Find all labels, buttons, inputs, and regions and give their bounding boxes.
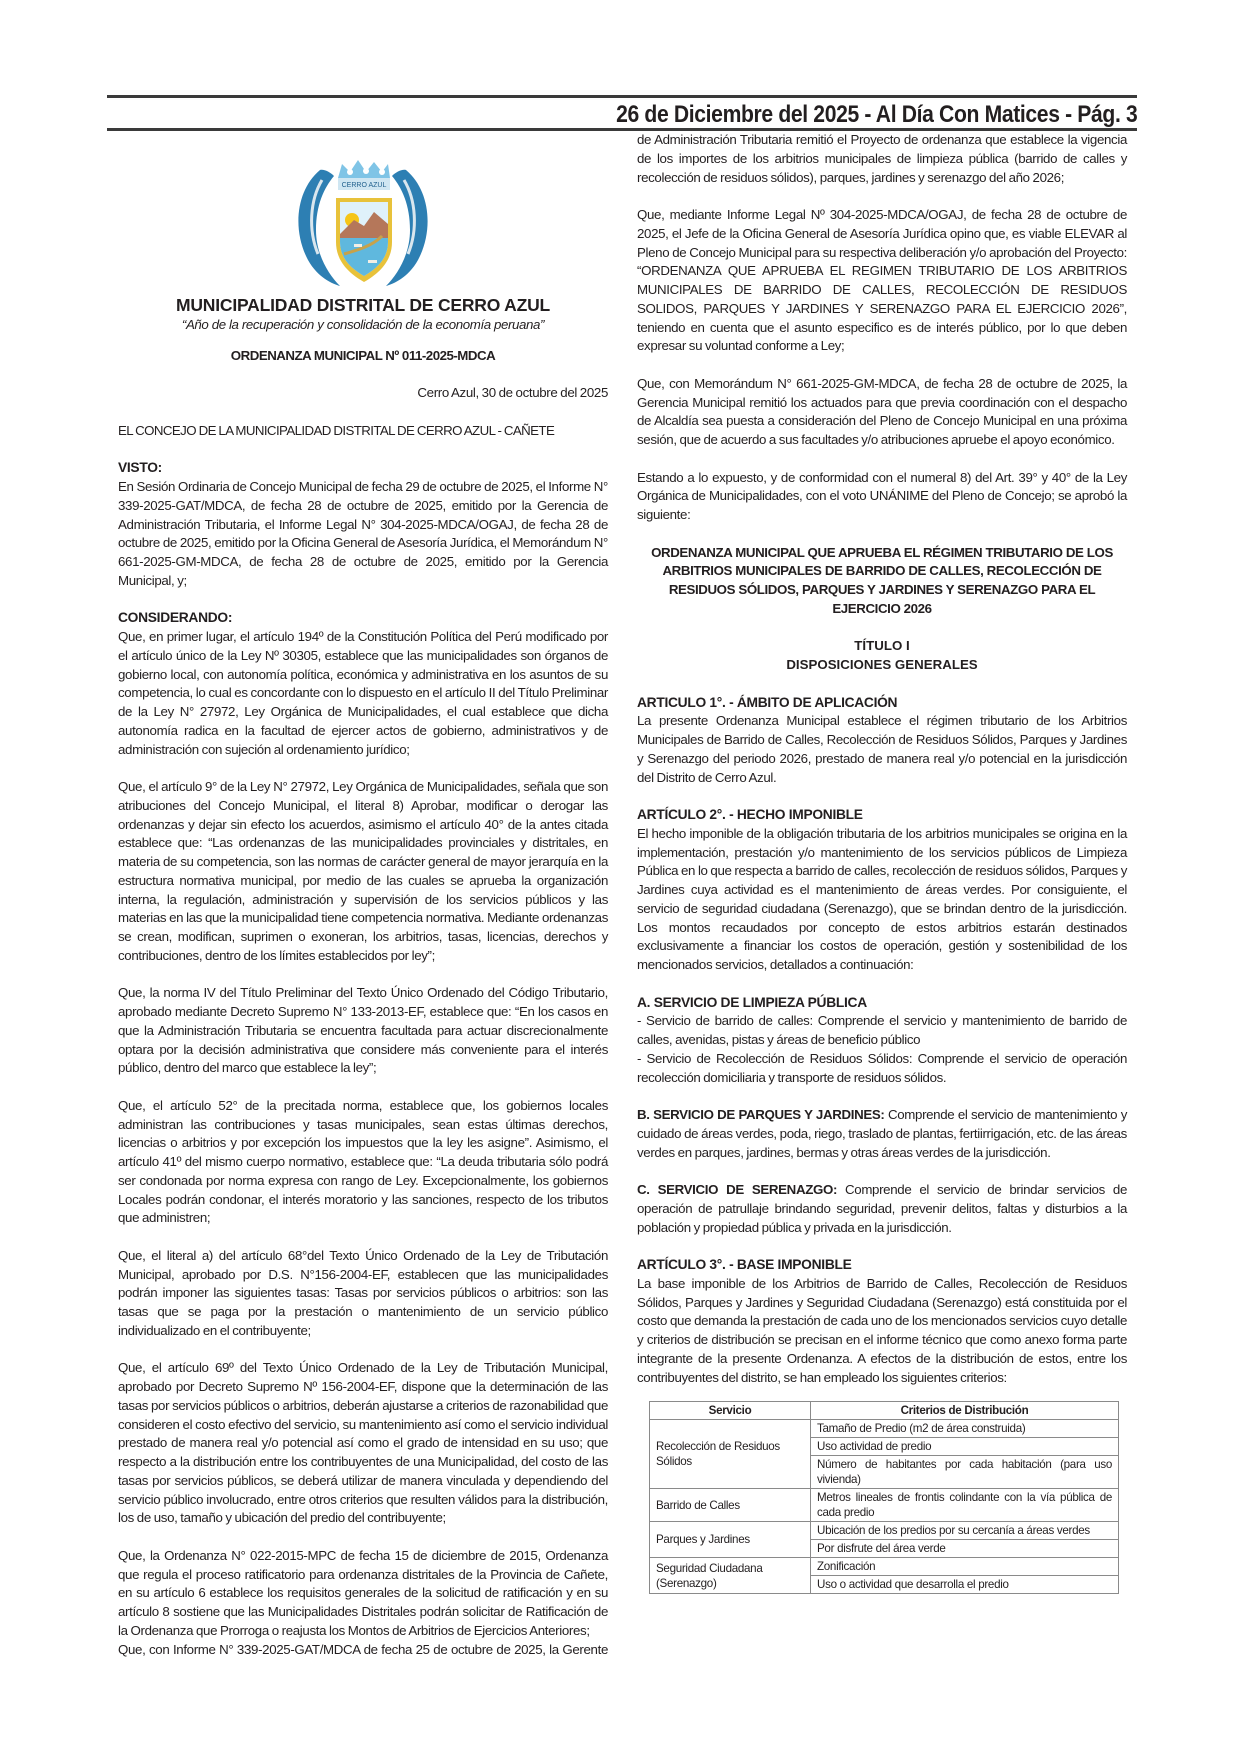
considerando-paragraph: Que, el artículo 69º del Texto Único Ordenado de la Ley de Tributación Municipal, aprobado por Decreto Supremo Nº 156-2004-EF, dispone que la determinación de las tasas por servicios públicos o arbitrios, deberán ajustarse a criterios de razonabilidad que consideren el costo efectivo del servicio, su mantenimiento así como el servicio individual prestado de manera real y/o potencial así como el grado de intensidad en su uso; que respecto a la distribución entre los contribuyentes de una Municipalidad, del costo de las tasas por servicios públicos, se deberá utilizar de manera vinculada y dependiendo del servicio público involucrado, entre otros criterios que resulten válidos para la distribución, los de uso, tamaño y ubicación del predio del contribuyente; (118, 1360, 608, 1526)
service-a-item: - Servicio de Recolección de Residuos Sólidos: Comprende el servicio de operación recolección domiciliaria y transporte de residuos sólidos. (637, 1050, 1127, 1085)
service-cell: Barrido de Calles (650, 1489, 811, 1522)
criteria-cell: Número de habitantes por cada habitación (para uso vivienda) (811, 1456, 1119, 1489)
ordenanza-022-paragraph: Que, la Ordenanza N° 022-2015-MPC de fecha 15 de diciembre de 2015, Ordenanza que regula el proceso ratificatorio para ordenanza distritales de la Provincia de Cañete, en su artículo 6 establece los requisitos generales de la solicitud de ratificación y en su artículo 8 sostiene que las Municipalidades Distritales podrán solicitar de Ratificación de la Ordenanza que Prorroga o reajusta los Montos de Arbitrios de Ejercicios Anteriores; (118, 1547, 608, 1638)
org-motto: “Año de la recuperación y consolidación de la economía peruana” (181, 317, 545, 332)
ordinance-number: ORDENANZA MUNICIPAL Nº 011-2025-MDCA (230, 347, 496, 363)
service-b-paragraph (637, 1106, 1127, 1162)
considerando-heading: CONSIDERANDO: (118, 610, 233, 626)
visto-heading: VISTO: (118, 460, 162, 476)
table-header-row (650, 1402, 1119, 1420)
header-rule-top (107, 95, 1137, 98)
criteria-cell: Uso actividad de predio (811, 1438, 1119, 1456)
page-header-title: 26 de Diciembre del 2025 - Al Día Con Matices - Pág. 3 (615, 101, 1137, 128)
place-date: Cerro Azul, 30 de octubre del 2025 (417, 385, 608, 401)
criteria-cell: Uso o actividad que desarrolla el predio (811, 1576, 1119, 1594)
informe-339-paragraph-continued: de Administración Tributaria remitió el Proyecto de ordenanza que establece la vigencia de los importes de los arbitrios municipales de limpieza pública (barrido de calles y recolección de residuos sólidos), parques, jardines y serenazgo del año 2026; (637, 132, 1127, 185)
table-row (650, 1522, 1119, 1540)
council-name: EL CONCEJO DE LA MUNICIPALIDAD DISTRITAL DE CERRO AZUL - CAÑETE (118, 422, 555, 438)
table-row (650, 1420, 1119, 1438)
cerro-azul-crest-icon (288, 150, 438, 290)
considerando-paragraph: Que, la norma IV del Título Preliminar del Texto Único Ordenado del Código Tributario, aprobado mediante Decreto Supremo N° 133-2013-EF, establece que: “En los casos en que la Administración Tributaria se encuentra facultada para actuar discrecionalmente optara por la decisión administrativa que considere más conveniente para el interés público, dentro del marco que establece la ley”; (118, 985, 608, 1076)
article-3-heading: ARTÍCULO 3°. - BASE IMPONIBLE (637, 1257, 852, 1272)
memorandum-paragraph: Que, con Memorándum N° 661-2025-GM-MDCA, de fecha 28 de octubre de 2025, la Gerencia Municipal remitió los actuados para que previa coordinación con el despacho de Alcaldía sea puesta a consideración del Pleno de Concejo Municipal en una próxima sesión, que de acuerdo a sus facultades y/o atribuciones apruebe el apoyo económico. (637, 375, 1127, 447)
article-2-text: El hecho imponible de la obligación tributaria de los arbitrios municipales se origina en la implementación, prestación y/o mantenimiento de los servicios públicos de Limpieza Pública en lo que respecta a barrido de calles, recolección de residuos sólidos, Parques y Jardines cuya actividad es el mantenimiento de áreas verdes. Por consiguiente, el servicio de seguridad ciudadana (Serenazgo), que se brindan dentro de la jurisdicción. Los montos recaudados por concepto de estos arbitrios estarán destinados exclusivamente a financiar los costos de operación, gestión y sostenibilidad de los mencionados servicios, detallados a continuación: (637, 825, 1127, 972)
considerando-paragraph: Que, el artículo 9° de la Ley N° 27972, Ley Orgánica de Municipalidades, señala que son atribuciones del Concejo Municipal, el literal 8) Aprobar, modificar o derogar las ordenanzas y dejar sin efecto los acuerdos, asimismo el artículo 40° de la antes citada establece que: “Las ordenanzas de las municipalidades provinciales y distritales, en materia de su competencia, son las normas de carácter general de mayor jerarquía en la estructura normativa municipal, por medio de las cuales se aprueba la organización interna, la regulación, administración y supervisión de los servicios públicos y las materias en las que la municipalidad tiene competencia normativa. Mediante ordenanzas se crean, modifican, suprimen o exoneran, los arbitrios, tasas, licencias, derechos y contribuciones, dentro de los límites establecidos por ley”; (118, 779, 608, 963)
service-a-item: - Servicio de barrido de calles: Comprende el servicio y mantenimiento de barrido de calles, avenidas, pistas y áreas de beneficio público (637, 1013, 1127, 1047)
article-2-heading: ARTÍCULO 2°. - HECHO IMPONIBLE (637, 807, 863, 822)
service-cell: Parques y Jardines (650, 1522, 811, 1558)
service-cell: Recolección de Residuos Sólidos (650, 1420, 811, 1489)
table-header-cell: Criterios de Distribución (811, 1402, 1119, 1420)
left-column (118, 150, 608, 1659)
service-c-text: Comprende el servicio de brindar servicios de operación de patrullaje brindando seguridad, prevenir delitos, faltas y disturbios a la población y propiedad pública y privada en la jurisdicción. (637, 1182, 1127, 1235)
estando-paragraph: Estando a lo expuesto, y de conformidad con el numeral 8) del Art. 39° y 40° de la Ley Orgánica de Municipalidades, con el voto UNÁNIME del Pleno de Concejo; se aprobó la siguiente: (637, 469, 1127, 522)
considerando-paragraph: Que, el literal a) del artículo 68°del Texto Único Ordenado de la Ley de Tributación Municipal, aprobado por D.S. N°156-2004-EF, establecen que las municipalidades podrán imponer las siguientes tasas: Tasas por servicios públicos o arbitrios: son las tasas que se paga por la prestación o mantenimiento de un servicio público individualizado en el contribuyente; (118, 1247, 608, 1338)
service-c-paragraph (637, 1181, 1127, 1237)
service-b-heading: B. SERVICIO DE PARQUES Y JARDINES: (637, 1107, 885, 1122)
article-3-text: La base imponible de los Arbitrios de Barrido de Calles, Recolección de Residuos Sólidos, Parques y Jardines y Seguridad Ciudadana (Serenazgo) está constituida por el costo que demanda la prestación de cada uno de los mencionados servicios cuyo detalle y criterios de distribución se precisan en el informe técnico que como anexo forma parte integrante de la presente Ordenanza. A efectos de la distribución de estos, entre los contribuyentes del distrito, se han empleado los siguientes criterios: (637, 1275, 1127, 1385)
service-cell: Seguridad Ciudadana (Serenazgo) (650, 1558, 811, 1594)
service-a-heading: A. SERVICIO DE LIMPIEZA PÚBLICA (637, 994, 867, 1010)
right-column (637, 131, 1127, 1594)
considerando-paragraph: Que, en primer lugar, el artículo 194º de la Constitución Política del Perú modificado por el artículo único de la Ley Nº 30305, establece que las municipalidades son órganos de gobierno local, con autonomía política, económica y administrativa en los asuntos de su competencia, lo cual es concordante con lo dispuesto en el artículo II del Título Preliminar de la Ley N° 27972, Ley Orgánica de Municipalidades, el cual establece que dicha autonomía radica en la facultad de ejercer actos de gobierno, administrativos y de administración con sujeción al ordenamiento jurídico; (118, 629, 608, 757)
titulo-heading: TÍTULO I (854, 638, 910, 654)
org-name: MUNICIPALIDAD DISTRITAL DE CERRO AZUL (175, 295, 551, 315)
table-row (650, 1489, 1119, 1522)
article-1-text: La presente Ordenanza Municipal establece el régimen tributario de los Arbitrios Municipales de Barrido de Calles, Recolección de Residuos Sólidos, Parques y Jardines y Serenazgo del periodo 2026, prestado de manera real y/o potencial en la jurisdicción del Distrito de Cerro Azul. (637, 713, 1127, 785)
criteria-cell: Ubicación de los predios por su cercanía a áreas verdes (811, 1522, 1119, 1540)
table-header-cell: Servicio (650, 1402, 811, 1420)
article-1-heading: ARTICULO 1°. - ÁMBITO DE APLICACIÓN (637, 694, 898, 710)
informe-339-paragraph-start: Que, con Informe N° 339-2025-GAT/MDCA de fecha 25 de octubre de 2025, la Gerente (118, 1641, 608, 1657)
ordinance-title: ORDENANZA MUNICIPAL QUE APRUEBA EL RÉGIMEN TRIBUTARIO DE LOS ARBITRIOS MUNICIPALES DE BARRIDO DE CALLES, RECOLECCIÓN DE RESIDUOS SÓLIDOS, PARQUES Y JARDINES Y SERENAZGO PARA EL EJERCICIO 2026 (651, 544, 1113, 616)
criteria-cell: Zonificación (811, 1558, 1119, 1576)
criteria-cell: Tamaño de Predio (m2 de área construida) (811, 1420, 1119, 1438)
visto-text: En Sesión Ordinaria de Concejo Municipal de fecha 29 de octubre de 2025, el Informe N° 339-2025-GAT/MDCA, de fecha 28 de octubre de 2025, emitido por la Gerencia de Administración Tributaria, el Informe Legal N° 304-2025-MDCA/OGAJ, de fecha 28 de octubre de 2025, emitido por la Oficina General de Asesoría Jurídica, el Memorándum N° 661-2025-GM-MDCA, de fecha 28 de octubre de 2025, emitido por la Gerencia Municipal, y; (118, 479, 608, 588)
criteria-cell: Por disfrute del área verde (811, 1540, 1119, 1558)
considerando-paragraph: Que, el artículo 52° de la precitada norma, establece que, los gobiernos locales administran las contribuciones y tasas municipales, sean estas últimas derechos, licencias o arbitrios y por excepción los impuestos que la ley les asigne”. Asimismo, el artículo 41º del mismo cuerpo normativo, establece que: “La deuda tributaria sólo podrá ser condonada por norma expresa con rango de Ley. Excepcionalmente, los gobiernos Locales podrán condonar, el interés moratorio y las sanciones, respecto de los tributos que administren; (118, 1097, 608, 1226)
service-b-text: Comprende el servicio de mantenimiento y cuidado de áreas verdes, poda, riego, traslado de plantas, fertiirrigación, etc. de las áreas verdes en parques, jardines, bermas y otras áreas verdes de la jurisdicción. (637, 1107, 1127, 1160)
criteria-cell: Metros lineales de frontis colindante con la vía pública de cada predio (811, 1489, 1119, 1522)
service-c-heading: C. SERVICIO DE SERENAZGO: (637, 1182, 838, 1197)
criteria-table (649, 1401, 1119, 1594)
table-row (650, 1558, 1119, 1576)
informe-legal-paragraph: Que, mediante Informe Legal Nº 304-2025-MDCA/OGAJ, de fecha 28 de octubre de 2025, el Jefe de la Oficina General de Asesoría Jurídica opino que, es viable ELEVAR al Pleno de Concejo Municipal para su respectiva deliberación y/o aprobación del Proyecto: “ORDENANZA QUE APRUEBA EL REGIMEN TRIBUTARIO DE LOS ARBITRIOS MUNICIPALES DE BARRIDO DE CALLES, RECOLECCIÓN DE RESIDUOS SOLIDOS, PARQUES Y JARDINES Y SERENAZGO PARA EL EJERCICIO 2026”, teniendo en cuenta que el asunto especifico es de interés público, por lo que deben expresar su voluntad conforme a Ley; (637, 207, 1127, 354)
municipal-logo (118, 150, 608, 290)
logo-text: CERRO AZUL (341, 182, 387, 189)
titulo-name: DISPOSICIONES GENERALES (786, 657, 978, 672)
